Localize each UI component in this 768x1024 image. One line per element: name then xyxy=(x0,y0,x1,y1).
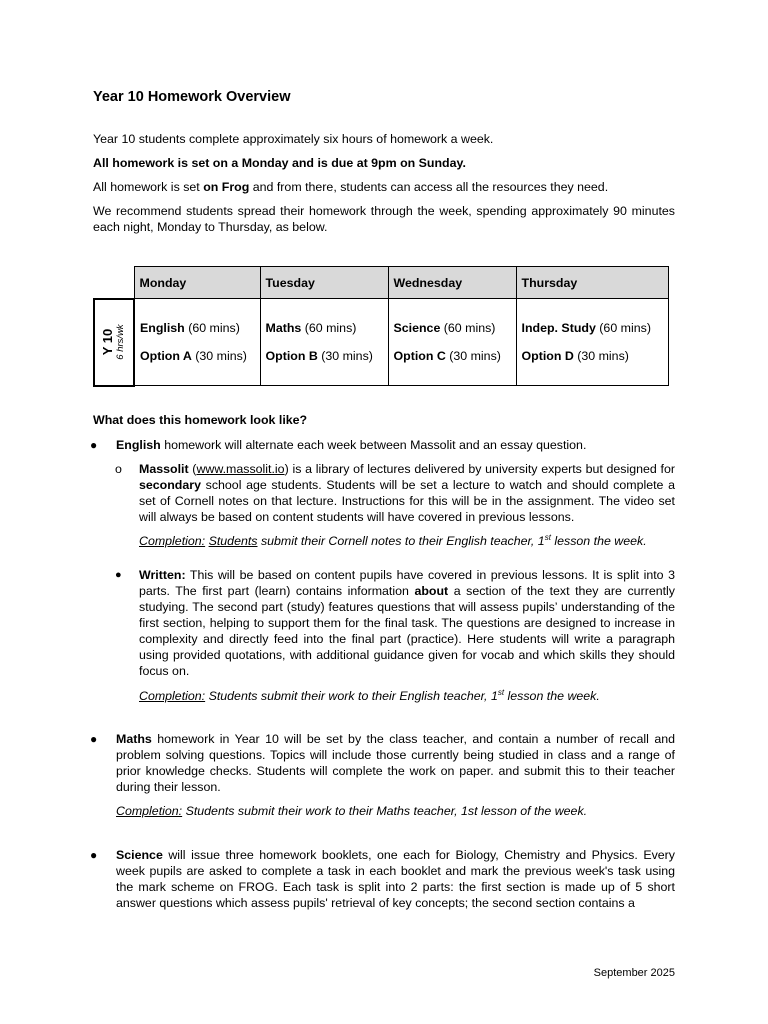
massolit-link[interactable]: www.massolit.io xyxy=(196,462,285,476)
monday-cell: English (60 mins) Option A (30 mins) xyxy=(134,299,260,386)
science-item: Science will issue three homework booklets, one each for Biology, Chemistry and Physics. Every week pupils are asked to complete a task in each booklet and mark the previous week's task using the mark scheme on FROG. Each task is split into 2 parts: the first section is made up of 5 short answer questions which assess pupils' retrieval of key concepts; the second section contains a xyxy=(116,848,675,910)
day-header-wednesday: Wednesday xyxy=(388,267,516,299)
homework-timetable xyxy=(93,266,669,387)
thursday-cell: Indep. Study (60 mins) Option D (30 mins) xyxy=(516,299,668,386)
section-heading: What does this homework look like? xyxy=(93,413,308,427)
circle-bullet-icon: o xyxy=(115,462,122,476)
massolit-completion: Completion: Students submit their Cornell notes to their English teacher, 1st lesson the week. xyxy=(139,532,647,548)
footer-date: September 2025 xyxy=(593,967,675,979)
written-completion: Completion: Students submit their work to their English teacher, 1st lesson the week. xyxy=(139,687,600,703)
tuesday-cell: Maths (60 mins) Option B (30 mins) xyxy=(260,299,388,386)
intro-paragraph-3: All homework is set on Frog and from there, students can access all the resources they need. xyxy=(93,180,609,194)
bullet-icon: ● xyxy=(90,848,98,862)
massolit-item: Massolit (www.massolit.io) is a library of lectures delivered by university experts but designed for secondary school age students. Students will be set a lecture to watch and should complete a set of Cornell notes on that lecture. Instructions for this will be in the assignment. The video set will always be based on content students will have covered in previous lessons. xyxy=(139,462,675,524)
bullet-icon: ● xyxy=(115,569,122,581)
intro-paragraph-2: All homework is set on a Monday and is due at 9pm on Sunday. xyxy=(93,156,466,170)
day-header-monday: Monday xyxy=(134,267,260,299)
maths-completion: Completion: Students submit their work to their Maths teacher, 1st lesson of the week. xyxy=(116,804,588,818)
intro-paragraph-1: Year 10 students complete approximately six hours of homework a week. xyxy=(93,132,494,146)
bullet-icon: ● xyxy=(90,438,98,452)
day-header-thursday: Thursday xyxy=(516,267,668,299)
year-label: Y 10 xyxy=(100,328,115,356)
english-item: English homework will alternate each week between Massolit and an essay question. xyxy=(116,438,587,452)
hours-label: 6 hrs/wk xyxy=(115,324,126,360)
maths-item: Maths homework in Year 10 will be set by the class teacher, and contain a number of recall and problem solving questions. Topics will include those currently being studied in class and a range of prior knowledge checks. Students will complete the work on paper. and submit this to their teacher during their lesson. xyxy=(116,732,675,794)
year-cell xyxy=(94,299,134,386)
bullet-icon: ● xyxy=(90,732,98,746)
intro-paragraph-4: We recommend students spread their homework through the week, spending approximately 90 minutes each night, Monday to Thursday, as below. xyxy=(93,204,675,234)
written-item: Written: This will be based on content pupils have covered in previous lessons. It is split into 3 parts. The first part (learn) contains information about a section of the text they are currently studying. The second part (study) features questions that will assess pupils’ understanding of the first section, helping to support them for the final task. The questions are designed to increase in complexity and directly feed into the final part (practice). Here students will write a paragraph using provided quotations, with additional guidance given for vocab and which skills they should focus on. xyxy=(139,568,675,678)
wednesday-cell: Science (60 mins) Option C (30 mins) xyxy=(388,299,516,386)
page-title: Year 10 Homework Overview xyxy=(93,89,291,105)
day-header-tuesday: Tuesday xyxy=(260,267,388,299)
